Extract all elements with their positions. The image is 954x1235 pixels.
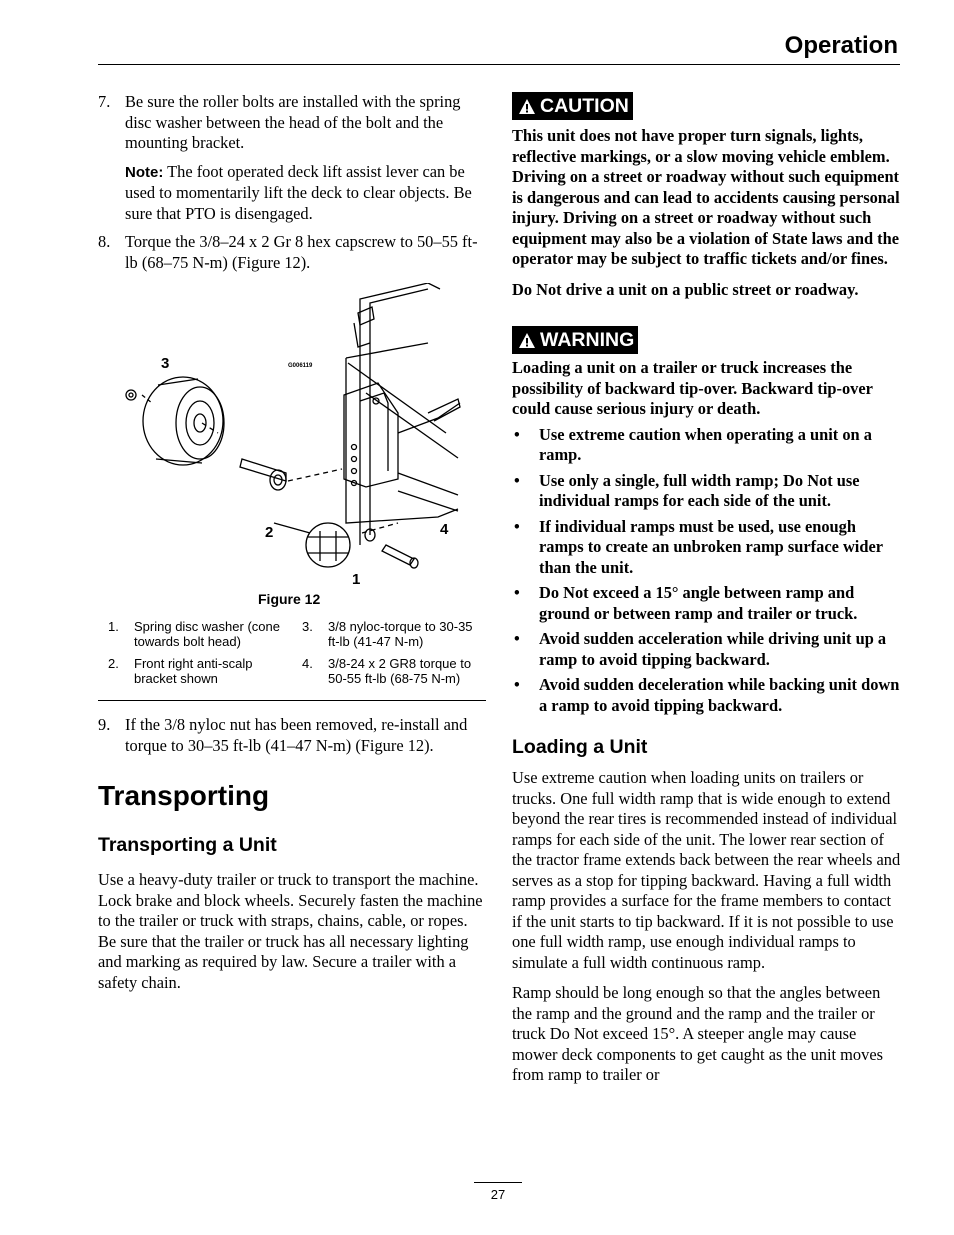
figure-12: [98, 283, 486, 613]
page-number: 27: [490, 1187, 506, 1202]
step-7: [98, 92, 486, 154]
list-item-text: Use extreme caution when operating a unit on a ramp.: [539, 424, 872, 464]
warning-text: Loading a unit on a trailer or truck increases the possibility of backward tip-over. Backward tip-over could cause serious injury or death.: [512, 358, 873, 418]
list-item-text: Avoid sudden acceleration while driving unit up a ramp to avoid tipping backward.: [539, 629, 887, 669]
list-item: [512, 425, 904, 466]
figure-legend: [98, 619, 486, 701]
bullet-mark: •: [514, 470, 520, 490]
legend-text: 3/8 nyloc-torque to 30-35 ft-lb (41-47 N-m): [328, 619, 473, 649]
list-item-text: If individual ramps must be used, use enough ramps to create an unbroken ramp surface wider than the unit.: [539, 516, 883, 577]
step-8: [98, 232, 486, 273]
caution-badge: [512, 92, 633, 120]
step-text: Torque the 3/8–24 x 2 Gr 8 hex capscrew to 50–55 ft-lb (68–75 N-m) (Figure 12).: [125, 232, 478, 272]
warning-triangle-icon: [518, 332, 536, 349]
list-item-text: Do Not exceed a 15° angle between ramp and ground or between ramp and trailer or truck.: [539, 583, 858, 623]
right-column: [512, 92, 904, 1086]
list-item: [512, 517, 904, 579]
caution-label: CAUTION: [540, 94, 629, 117]
legend-text: Spring disc washer (cone towards bolt head): [134, 619, 280, 649]
legend-text: Front right anti-scalp bracket shown: [134, 656, 253, 686]
loading-para-1: Use extreme caution when loading units on trailers or trucks. One full width ramp that is wide enough to extend beyond the rear tires is recommended instead of individual ramps for each side of the unit. The lower rear section of the tractor frame extends back between the rear wheels and serves as a stop for tipping backward. Having a full width ramp provides a surface for the frame members to contact if the unit starts to tip backward. If it is not possible to use one full width ramp, use enough individual ramps to simulate a full width continuous ramp.: [512, 768, 901, 972]
bullet-mark: •: [514, 583, 520, 602]
legend-text: 3/8-24 x 2 GR8 torque to 50-55 ft-lb (68-75 N-m): [328, 656, 472, 686]
note-text: The foot operated deck lift assist lever can be used to momentarily lift the deck to clear objects. Be sure that PTO is disengaged.: [125, 161, 472, 223]
subsection-title-loading-unit: Loading a Unit: [512, 736, 648, 758]
callout-3: 3: [161, 355, 170, 372]
figure-caption: Figure 12: [258, 591, 321, 607]
bullet-mark: •: [514, 424, 520, 444]
legend-number: 1.: [108, 619, 119, 634]
header-rule: [98, 64, 900, 65]
section-title-transporting: Transporting: [98, 780, 270, 811]
note-label: Note:: [125, 163, 164, 181]
callout-4: 4: [440, 521, 449, 538]
warning-bullets: [512, 425, 904, 717]
legend-item: [98, 619, 286, 649]
step-text: If the 3/8 nyloc nut has been removed, re-install and torque to 30–35 ft-lb (41–47 N-m) (Figure 12).: [125, 715, 468, 755]
list-item: [512, 471, 904, 512]
legend-number: 4.: [302, 656, 313, 671]
list-item: [512, 629, 904, 670]
figure-code: G006119: [288, 363, 313, 369]
warning-badge: [512, 326, 638, 354]
warning-label: WARNING: [540, 328, 635, 351]
step-number: 8.: [98, 232, 111, 251]
step-text: Be sure the roller bolts are installed with the spring disc washer between the head of the bolt and the mounting bracket.: [125, 92, 461, 152]
bullet-mark: •: [514, 629, 520, 648]
page-number-rule: [474, 1182, 522, 1183]
callout-1: 1: [352, 571, 361, 588]
transporting-body: Use a heavy-duty trailer or truck to transport the machine. Lock brake and block wheels. Securely fasten the machine to the trailer or truck with straps, chains, cable, or ropes. Be sure that the trailer or truck has all necessary lighting and marking as required by law. Secure a trailer with a safety chain.: [98, 870, 483, 992]
list-item: [512, 675, 904, 716]
legend-item: [292, 619, 480, 649]
caution-text-2: Do Not drive a unit on a public street or roadway.: [512, 279, 859, 299]
list-item: [512, 583, 904, 624]
subsection-title-transporting-unit: Transporting a Unit: [98, 834, 277, 856]
left-column: [98, 92, 486, 993]
bullet-mark: •: [514, 516, 520, 536]
list-item-text: Avoid sudden deceleration while backing unit down a ramp to avoid tipping backward.: [539, 675, 900, 715]
caution-text: This unit does not have proper turn signals, lights, reflective markings, or a slow moving vehicle emblem. Driving on a street or roadway without such equipment is dangerous and can lead to accidents causing personal injury. Driving on a street or roadway without such equipment may also be a violation of State laws and the operator may be subject to traffic tickets and/or fines.: [512, 126, 900, 268]
legend-item: [292, 656, 480, 686]
list-item-text: Use only a single, full width ramp; Do Not use individual ramps for each side of the unit.: [539, 470, 860, 510]
loading-para-2: Ramp should be long enough so that the angles between the ramp and the ground and the ramp and the trailer or truck Do Not exceed 15°. A steeper angle may cause mower deck components to get caught as the unit moves from ramp to trailer or: [512, 983, 883, 1084]
note: [125, 162, 486, 225]
bullet-mark: •: [514, 675, 520, 694]
step-number: 7.: [98, 92, 111, 111]
legend-item: [98, 656, 286, 686]
step-number: 9.: [98, 715, 111, 734]
roller-assembly-illustration: [98, 283, 486, 603]
step-9: [98, 715, 486, 756]
legend-number: 2.: [108, 656, 119, 671]
legend-number: 3.: [302, 619, 313, 634]
page-header-title: Operation: [784, 32, 898, 59]
warning-triangle-icon: [518, 98, 536, 115]
callout-2: 2: [265, 524, 274, 541]
